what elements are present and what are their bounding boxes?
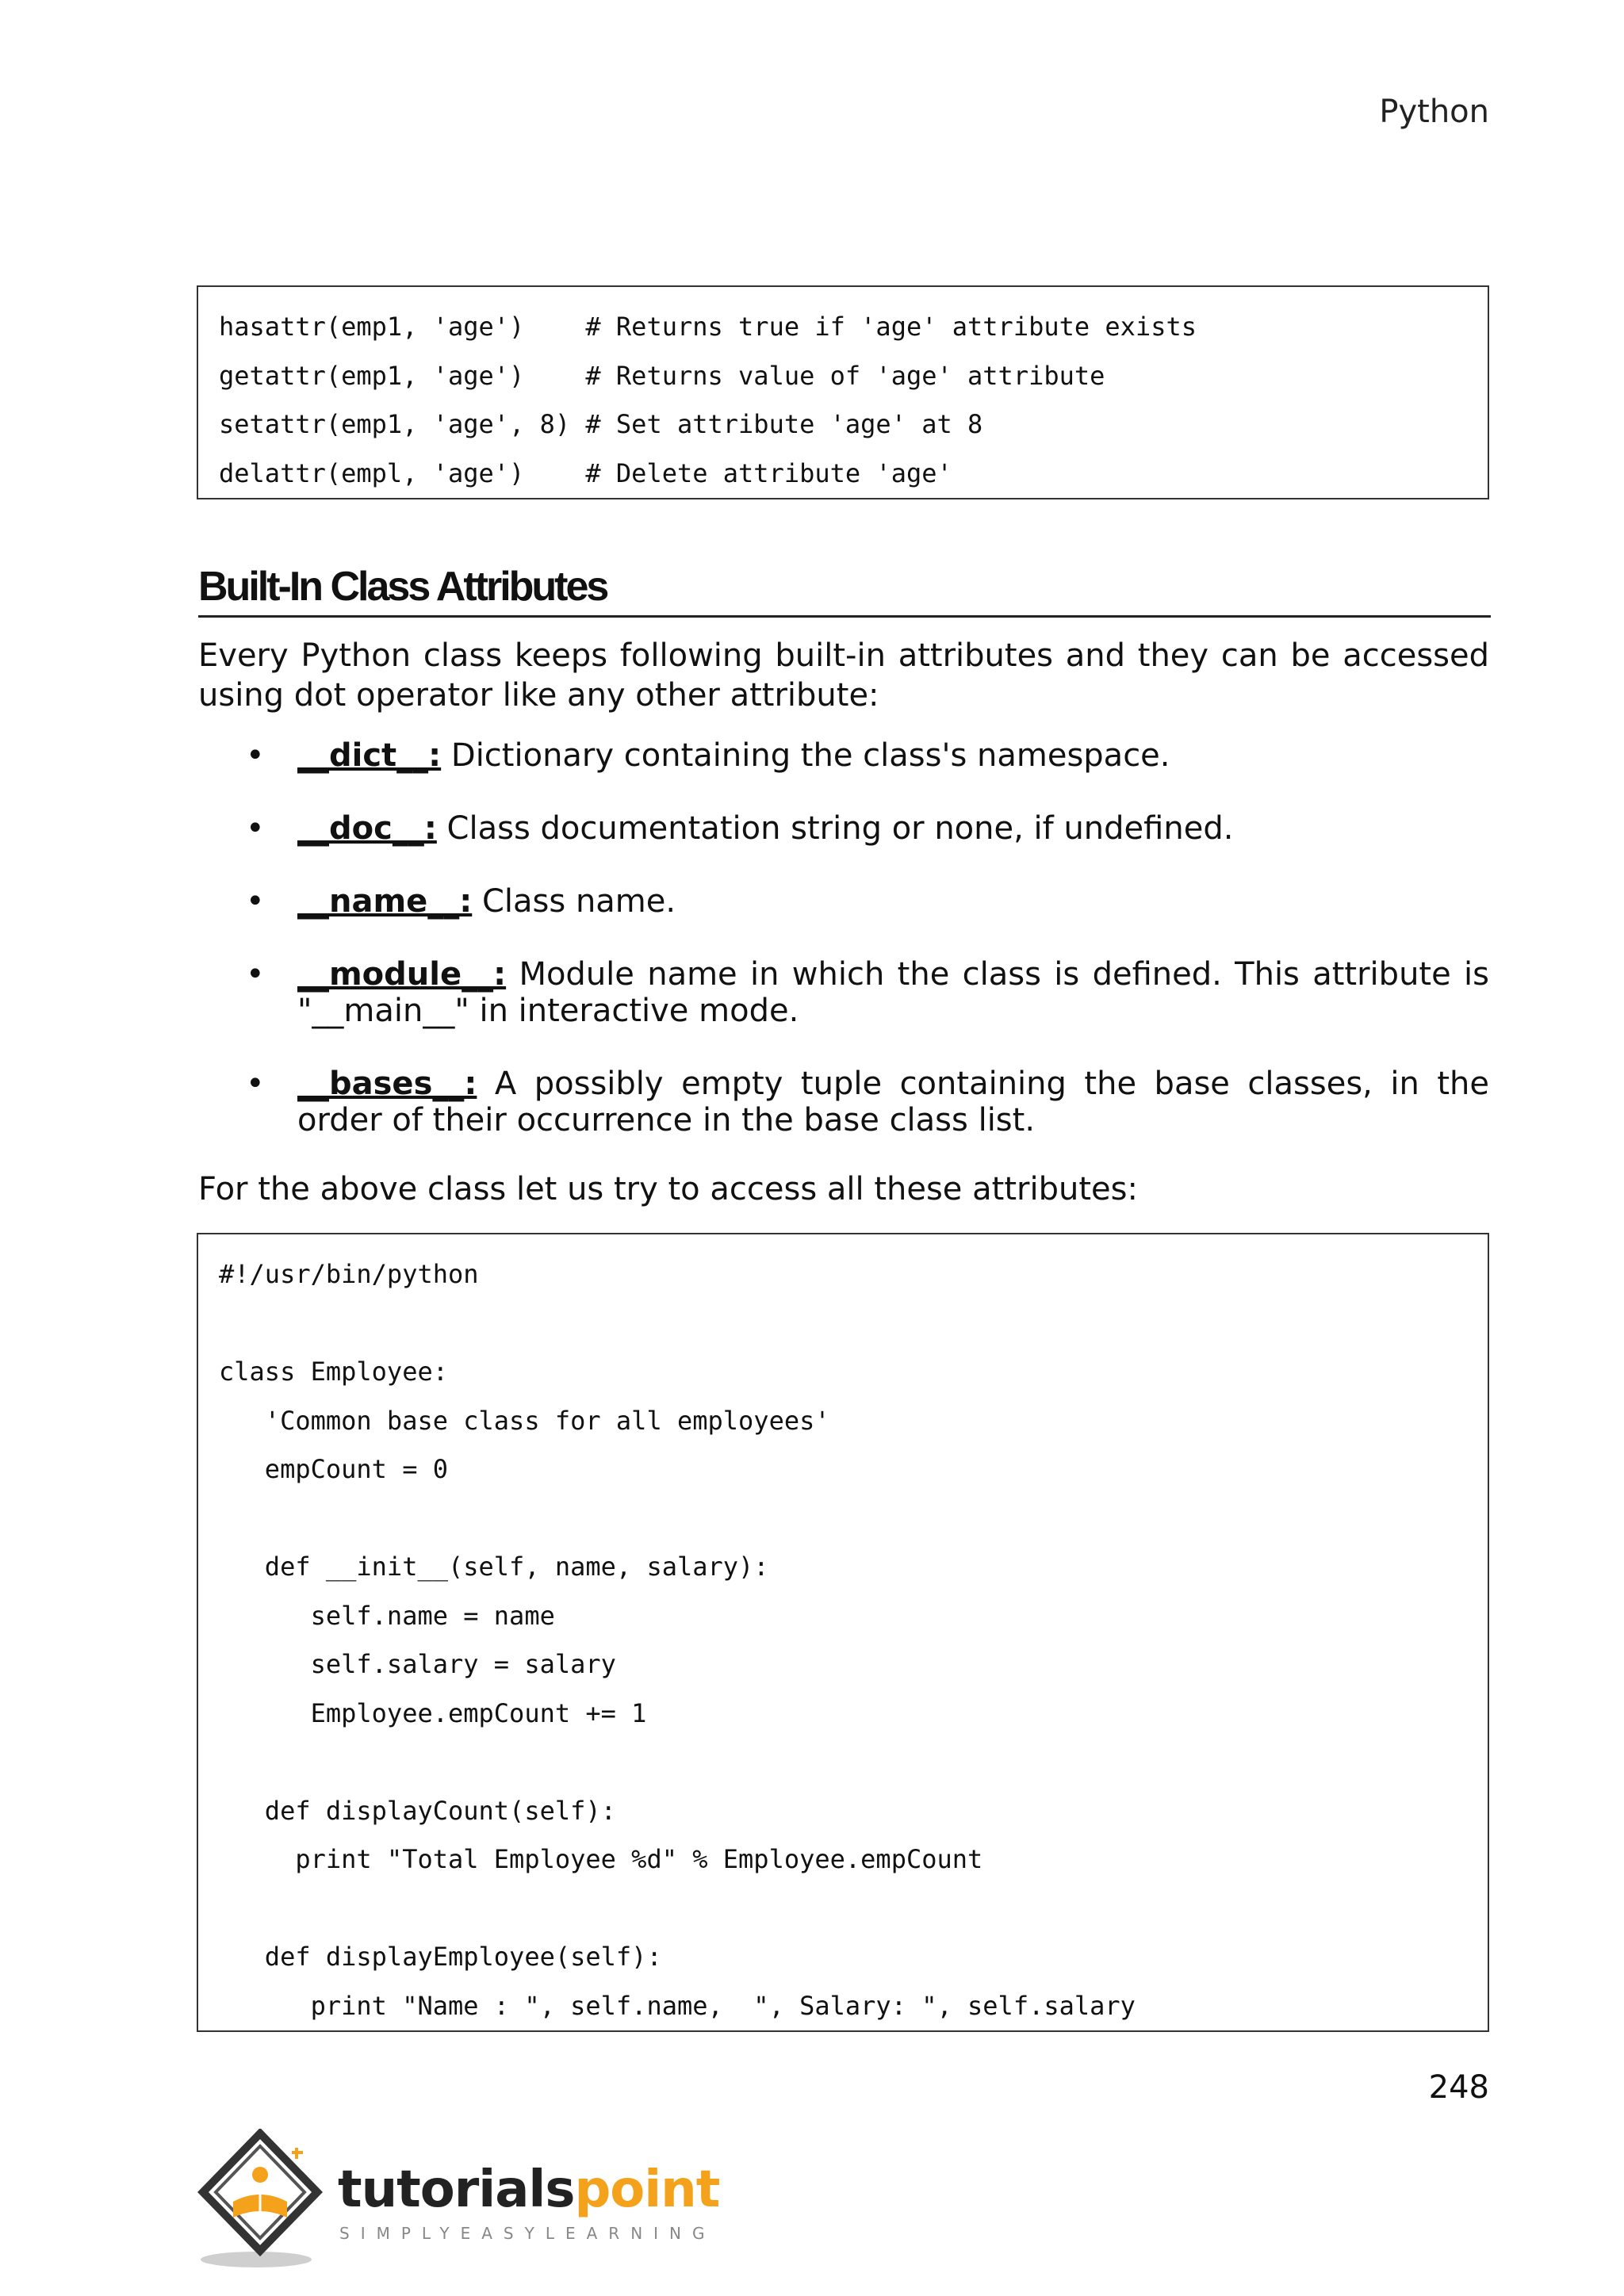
code-line	[198, 1299, 1488, 1349]
code-line: print "Total Employee %d" % Employee.empCount	[219, 1844, 983, 1874]
attribute-term: __module__:	[297, 956, 507, 993]
code-line: self.salary = salary	[219, 1649, 616, 1679]
code-line: getattr(emp1, 'age') # Returns value of 'age' attribute	[219, 360, 1105, 391]
code-block-employee-class	[197, 1233, 1489, 2032]
attribute-list	[198, 737, 1489, 1175]
logo-word-tutorials: tutorials	[338, 2160, 575, 2219]
logo-tagline: SIMPLYEASYLEARNING	[339, 2224, 716, 2243]
code-line: def __init__(self, name, salary):	[219, 1552, 769, 1582]
attribute-description: Class name.	[472, 883, 676, 920]
code-line: empCount = 0	[219, 1454, 448, 1484]
code-line: setattr(emp1, 'age', 8) # Set attribute 'age' at 8	[219, 409, 983, 439]
list-item	[198, 883, 1489, 920]
logo-diamond-icon	[197, 2129, 331, 2271]
list-item	[198, 737, 1489, 774]
logo-wordmark	[338, 2160, 719, 2219]
code-line: self.name = name	[219, 1600, 555, 1631]
code-line: class Employee:	[219, 1357, 448, 1387]
section-heading: Built-In Class Attributes	[198, 563, 1491, 618]
code-line: 'Common base class for all employees'	[219, 1405, 830, 1436]
running-header: Python	[1379, 94, 1489, 130]
attribute-term: __dict__:	[297, 737, 442, 774]
attribute-description: Module name in which the class is defined. This attribute is "__main__" in interactive mode.	[297, 956, 1489, 1029]
attribute-term: __bases__:	[297, 1066, 477, 1102]
code-line: delattr(empl, 'age') # Delete attribute 'age'	[219, 457, 952, 488]
outro-paragraph: For the above class let us try to access all these attributes:	[198, 1171, 1138, 1207]
code-line: def displayCount(self):	[219, 1795, 616, 1826]
code-line: Employee.empCount += 1	[219, 1697, 647, 1728]
code-line: #!/usr/bin/python	[219, 1259, 479, 1289]
code-line: print "Name : ", self.name, ", Salary: ", self.salary	[219, 1990, 1136, 2021]
attribute-description: A possibly empty tuple containing the base classes, in the order of their occurrence in the base class list.	[297, 1066, 1489, 1138]
code-line	[198, 1885, 1488, 1934]
attribute-term: __doc__:	[297, 810, 437, 847]
list-item	[198, 1066, 1489, 1138]
attribute-description: Class documentation string or none, if undefined.	[436, 810, 1234, 847]
list-item	[198, 810, 1489, 847]
list-item	[198, 956, 1489, 1029]
code-line: def displayEmployee(self):	[219, 1942, 662, 1972]
page-number: 248	[1428, 2069, 1489, 2106]
intro-paragraph: Every Python class keeps following built-in attributes and they can be accessed using dot operator like any other attribute:	[198, 637, 1489, 714]
code-line	[198, 1738, 1488, 1787]
code-line: hasattr(emp1, 'age') # Returns true if 'age' attribute exists	[219, 312, 1197, 342]
logo-word-point: point	[574, 2160, 720, 2219]
tutorialspoint-logo	[197, 2129, 720, 2271]
code-line	[198, 1494, 1488, 1544]
code-block-attribute-functions	[197, 285, 1489, 499]
attribute-description: Dictionary containing the class's namespace.	[441, 737, 1170, 774]
attribute-term: __name__:	[297, 883, 473, 920]
